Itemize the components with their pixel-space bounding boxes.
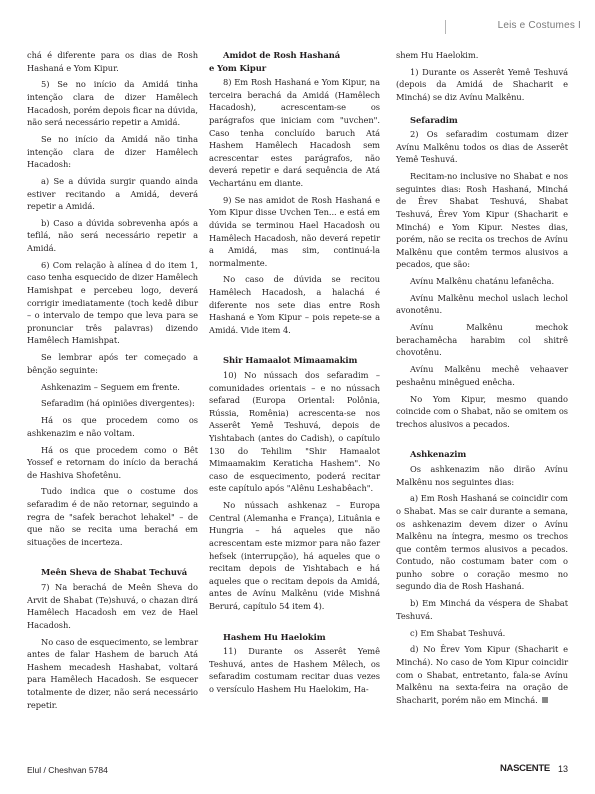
paragraph: 5) Se no início da Amidá tinha intenção clara de dizer Hamêlech Hacadosh, porém depois ficar na dúvida, não será necessário repetir a Amidá. [27, 79, 198, 128]
section-heading: Sefaradim [410, 114, 458, 125]
column-3 [396, 49, 568, 711]
section-heading: Ashkenazim [410, 449, 467, 460]
paragraph: 9) Se nas amidot de Rosh Hashaná e Yom Kipur disse Uvchen Ten... e está em dúvida se terminou Hael Hacadosh ou Hamêlech Hacadosh, não deverá repetir a Amidá, mas sim, continuá-la normalmente. [209, 194, 380, 268]
paragraph: a) Se a dúvida surgir quando ainda estiver recitando a Amidá, deverá repetir a Amidá. [27, 175, 198, 212]
paragraph: 1) Durante os Asserêt Yemê Teshuvá (depois da Amidá de Shacharit e Minchá) se diz Avínu Malkênu. [396, 66, 568, 102]
paragraph: Ashkenazim – Seguem em frente. [41, 381, 180, 392]
end-of-article-mark [542, 697, 548, 703]
paragraph: Avínu Malkênu mechol uslach lechol avonotênu. [396, 292, 568, 316]
paragraph: Avínu Malkênu chatánu lefanêcha. [410, 276, 555, 287]
paragraph: Sefaradim (há opiniões divergentes): [41, 398, 195, 409]
section-heading: Amidot de Rosh Hashaná [223, 50, 341, 60]
paragraph: Avínu Malkênu mechok berachamêcha harabim col shitrê chovotênu. [396, 322, 568, 358]
column-2 [209, 49, 380, 700]
paragraph: Há os que procedem como os ashkenazim e não voltam. [27, 415, 198, 438]
section-heading-cont: e Yom Kipur [209, 62, 267, 73]
magazine-logo: NASCENTE [500, 763, 550, 774]
paragraph: shem Hu Haelokim. [396, 50, 479, 60]
paragraph: Se lembrar após ter começado a bênção seguinte: [27, 352, 198, 375]
paragraph: chá é diferente para os dias de Rosh Hashaná e Yom Kipur. [27, 50, 198, 73]
paragraph: 11) Durante os Asserêt Yemê Teshuvá, antes de Hashem Mêlech, os sefaradim costumam recitar duas vezes o versículo Hashem Hu Haelokim, Ha- [209, 646, 380, 694]
paragraph: c) Em Shabat Teshuvá. [410, 627, 506, 638]
paragraph: 6) Com relação à alínea d do item 1, caso tenha esquecido de dizer Hamêlech Hamishpat e percebeu logo, deverá corrigir imediatamente (toch kedê dibur – o intervalo de tempo que leva para se pronunciar três palavras) dizendo Hamêlech Hamishpat. [27, 259, 198, 346]
page-number: 13 [558, 764, 569, 774]
paragraph: Os ashkenazim não dirão Avínu Malkênu nos seguintes dias: [396, 463, 568, 487]
paragraph: No Yom Kipur, mesmo quando coincide com o Shabat, não se omitem os trechos alusivos a pecados. [396, 393, 568, 429]
paragraph: b) Caso a dúvida sobrevenha após a tefilá, não será necessário repetir a Amidá. [27, 217, 198, 254]
paragraph-final [396, 643, 568, 706]
paragraph-text: d) No Êrev Yom Kipur (Shacharit e Minchá). No caso de Yom Kipur coincidir com o Shabat, entretanto, fala-se Avínu Malkênu na sexta-feira na oração de Shacharit, porém não em Minchá. [396, 644, 568, 705]
paragraph: b) Em Minchá da véspera de Shabat Teshuvá. [396, 598, 568, 621]
section-heading: Hashem Hu Haelokim [223, 631, 326, 642]
paragraph: 2) Os sefaradim costumam dizer Avínu Malkênu todos os dias de Asserêt Yemê Teshuvá. [396, 129, 568, 165]
issue-date: Elul / Cheshvan 5784 [27, 765, 108, 775]
section-heading: Shir Hamaalot Mimaamakim [223, 355, 358, 366]
section-heading: Meên Sheva de Shabat Techuvá [41, 567, 188, 578]
paragraph: Tudo indica que o costume dos sefaradim é de não retornar, seguindo a regra de "safek berachot lehakel" – de que não se recita uma berachá em situações de incerteza. [27, 486, 198, 547]
paragraph: 8) Em Rosh Hashaná e Yom Kipur, na terceira berachá da Amidá (Hamêlech Hacadosh), acrescentam-se os parágrafos que iniciam com "uvchen". Caso tenha concluído baruch Atá Hashem Hamêlech Hacadosh sem acrescentar estes parágrafos, não deverá repetir e dará sequência de Atá Vechartánu em diante. [209, 77, 380, 188]
paragraph: 7) Na berachá de Meên Sheva do Arvit de Shabat (Te)shuvá, o chazan dirá Hamêlech Hacadosh em vez de Hael Hacadosh. [27, 582, 198, 630]
paragraph: a) Em Rosh Hashaná se coincidir com o Shabat. Mas se cair durante a semana, os ashkenazim devem dizer o Avínu Malkênu na íntegra, mesmo os trechos que contêm termos alusivos a pecados. Contudo, não costumam bater com o punho sobre o coração mesmo no segundo dia de Rosh Hashaná. [396, 493, 568, 592]
paragraph: No caso de dúvida se recitou Hamêlech Hacadosh, a halachá é diferente nos sete dias entre Rosh Hashaná e Yom Kipur – pois repete-se a Amidá. Vide item 4. [209, 274, 380, 335]
paragraph: No nússach ashkenaz – Europa Central (Alemanha e França), Lituânia e Hungria – há aqueles que não acrescentam este mizmor para não fazer hefsek (interrupção), há aqueles que o recitam depois de Yishtabach e há aqueles que o recitam depois da Amidá, antes de Avínu Malkênu (vide Mishná Berurá, capítulo 54 item 4). [209, 500, 380, 611]
paragraph: Avínu Malkênu mechê vehaaver peshaênu minêgued enêcha. [396, 364, 568, 387]
column-1 [27, 49, 198, 715]
paragraph: Se no início da Amidá não tinha intenção clara de dizer Hamêlech Hacadosh: [27, 133, 198, 170]
paragraph: 10) No nússach dos sefaradim – comunidades orientais – e no nússach sefarad (Europa Oriental: Polônia, Rússia, Romênia) acrescenta-se nos Asserêt Yemê Teshuvá, depois de Yishtabach (antes do Cadish), o capítulo 130 do Tehilim "Shir Hamaalot Mimaamakim Keraticha Hashem". No caso de esquecimento, poderá recitar este capítulo após "Alênu Leshabêach". [209, 370, 380, 494]
paragraph: Recitam-no inclusive no Shabat e nos seguintes dias: Rosh Hashaná, Minchá de Êrev Shabat Teshuvá, Shabat Teshuvá, Êrev Yom Kipur (Shacharit e Minchá) e Yom Kipur. Nestes dias, porém, não se recita os trechos de Avínu Malkênu que contêm termos alusivos a pecados, que são: [396, 171, 568, 270]
section-header: Leis e Costumes I [445, 20, 595, 34]
paragraph: No caso de esquecimento, se lembrar antes de falar Hashem de baruch Atá Hashem mecadesh Hashabat, voltará para Hamêlech Hacadosh. Se esquecer totalmente de dizer, não será necessário repetir. [27, 636, 198, 710]
paragraph: Há os que procedem como o Bêt Yossef e retornam do início da berachá de Hashiva Shofetênu. [27, 444, 198, 480]
